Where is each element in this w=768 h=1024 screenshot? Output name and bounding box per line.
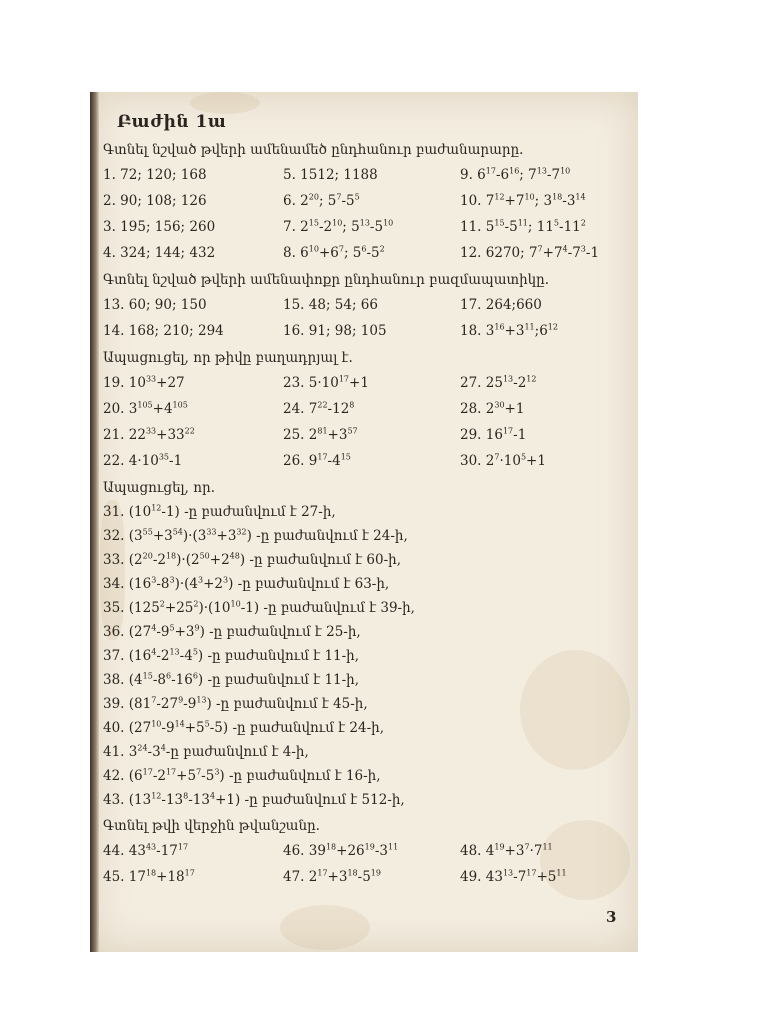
exercise-item: 23. $5\cdot 10^{17}+1$ <box>283 374 369 391</box>
exercise-item: 39. $(81^7-27^9-9^{13})$ -ը բաժանվում է 45-ի, <box>103 695 368 712</box>
exercise-section <box>103 480 633 812</box>
exercise-item: 29. $16^{17}-1$ <box>460 426 527 443</box>
exercise-item: 2. 90; 108; 126 <box>103 193 207 209</box>
exercise-item: 10. $7^{12}+7^{10}$; $3^{18}-3^{14}$ <box>460 192 586 209</box>
exercise-item: 6. $2^{20}$; $5^7-5^5$ <box>283 192 360 209</box>
exercise-section <box>103 350 633 474</box>
exercise-item: 27. $25^{13}-2^{12}$ <box>460 374 537 391</box>
section-title: Բաժին 1ա <box>117 112 227 132</box>
exercise-item: 1. 72; 120; 168 <box>103 167 207 183</box>
exercise-item: 5. 1512; 1188 <box>283 167 378 183</box>
exercise-grid <box>103 292 633 344</box>
exercise-section <box>103 818 633 890</box>
exercise-item: 16. 91; 98; 105 <box>283 323 387 339</box>
exercise-item: 20. $3^{105}+4^{105}$ <box>103 400 188 417</box>
exercise-item: 25. $2^{81}+3^{57}$ <box>283 426 358 443</box>
exercise-item: 49. $43^{13}-7^{17}+5^{11}$ <box>460 868 567 885</box>
section-instruction: Գտնել թվի վերջին թվանշանը. <box>103 818 320 834</box>
exercise-item: 18. $3^{16}+3^{11};6^{12}$ <box>460 322 558 339</box>
exercise-item: 19. $10^{33}+27$ <box>103 374 185 391</box>
exercise-grid <box>103 370 633 474</box>
exercise-item: 8. $6^{10}+6^7$; $5^6-5^2$ <box>283 244 385 261</box>
exercise-grid <box>103 838 633 890</box>
exercise-item: 14. 168; 210; 294 <box>103 323 224 339</box>
exercise-item: 28. $2^{30}+1$ <box>460 400 525 417</box>
paper-stain <box>280 905 370 950</box>
exercise-item: 47. $2^{17}+3^{18}-5^{19}$ <box>283 868 381 885</box>
exercise-item: 38. $(4^{15}-8^6-16^6)$ -ը բաժանվում է 11-ի, <box>103 671 360 688</box>
exercise-item: 26. $9^{17}-4^{15}$ <box>283 452 351 469</box>
section-instruction: Գտնել նշված թվերի ամենափոքր ընդհանուր բազմապատիկը. <box>103 272 550 288</box>
exercise-item: 44. $43^{43}-17^{17}$ <box>103 842 189 859</box>
exercise-item: 3. 195; 156; 260 <box>103 219 216 235</box>
exercise-item: 32. $(3^{55}+3^{54})\cdot(3^{33}+3^{32})$ -ը բաժանվում է 24-ի, <box>103 527 408 544</box>
book-spine <box>90 92 99 952</box>
exercise-item: 9. $6^{17}-6^{16}$; $7^{13}-7^{10}$ <box>460 166 571 183</box>
page-number: 3 <box>606 908 617 926</box>
exercise-item: 37. $(16^4-2^{13}-4^5)$ -ը բաժանվում է 11-ի, <box>103 647 360 664</box>
exercise-item: 48. $4^{19}+3^7\cdot 7^{11}$ <box>460 842 553 859</box>
page-content <box>103 112 633 890</box>
exercise-item: 4. 324; 144; 432 <box>103 245 216 261</box>
exercise-item: 22. $4\cdot 10^{35}-1$ <box>103 452 183 469</box>
exercise-item: 34. $(16^3-8^3)\cdot(4^3+2^3)$ -ը բաժանվում է 63-ի, <box>103 575 390 592</box>
exercise-item: 35. $(125^2+25^2)\cdot(10^{10}-1)$ -ը բաժանվում է 39-ի, <box>103 599 415 616</box>
exercise-item: 46. $39^{18}+26^{19}-3^{11}$ <box>283 842 399 859</box>
exercise-section <box>103 272 633 344</box>
exercise-item: 13. 60; 90; 150 <box>103 297 207 313</box>
exercise-item: 31. $(10^{12}-1)$ -ը բաժանվում է 27-ի, <box>103 503 336 520</box>
exercise-item: 7. $2^{15}-2^{10}$; $5^{13}-5^{10}$ <box>283 218 394 235</box>
exercise-item: 36. $(27^4-9^5+3^9)$ -ը բաժանվում է 25-ի, <box>103 623 361 640</box>
section-instruction: Ապացուցել, որ թիվը բաղադրյալ է. <box>103 350 353 366</box>
exercise-item: 42. $(6^{17}-2^{17}+5^7-5^3)$ -ը բաժանվում է 16-ի, <box>103 767 381 784</box>
exercise-item: 24. $7^{22}-12^8$ <box>283 400 355 417</box>
exercise-item: 40. $(27^{10}-9^{14}+5^5-5)$ -ը բաժանվում է 24-ի, <box>103 719 385 736</box>
paper-stain <box>190 92 260 114</box>
exercise-sections <box>103 142 633 890</box>
exercise-grid <box>103 162 633 266</box>
exercise-item: 43. $(13^{12}-13^8-13^4+1)$ -ը բաժանվում է 512-ի, <box>103 791 405 808</box>
section-instruction: Գտնել նշված թվերի ամենամեծ ընդհանուր բաժանարարը. <box>103 142 524 158</box>
section-instruction: Ապացուցել, որ. <box>103 480 215 496</box>
exercise-list <box>103 500 633 812</box>
exercise-item: 41. $3^{24}-3^4-ը$ բաժանվում է 4-ի, <box>103 743 309 760</box>
exercise-item: 12. 6270; $7^7+7^4-7^3-1$ <box>460 244 600 261</box>
exercise-item: 11. $5^{15}-5^{11}$; $11^5-11^2$ <box>460 218 586 235</box>
exercise-item: 45. $17^{18}+18^{17}$ <box>103 868 195 885</box>
exercise-item: 33. $(2^{20}-2^{18})\cdot(2^{50}+2^{48})$ -ը բաժանվում է 60-ի, <box>103 551 401 568</box>
exercise-section <box>103 142 633 266</box>
exercise-item: 21. $22^{33}+33^{22}$ <box>103 426 195 443</box>
exercise-item: 30. $2^7\cdot 10^5+1$ <box>460 452 546 469</box>
exercise-item: 17. 264;660 <box>460 297 542 313</box>
exercise-item: 15. 48; 54; 66 <box>283 297 378 313</box>
